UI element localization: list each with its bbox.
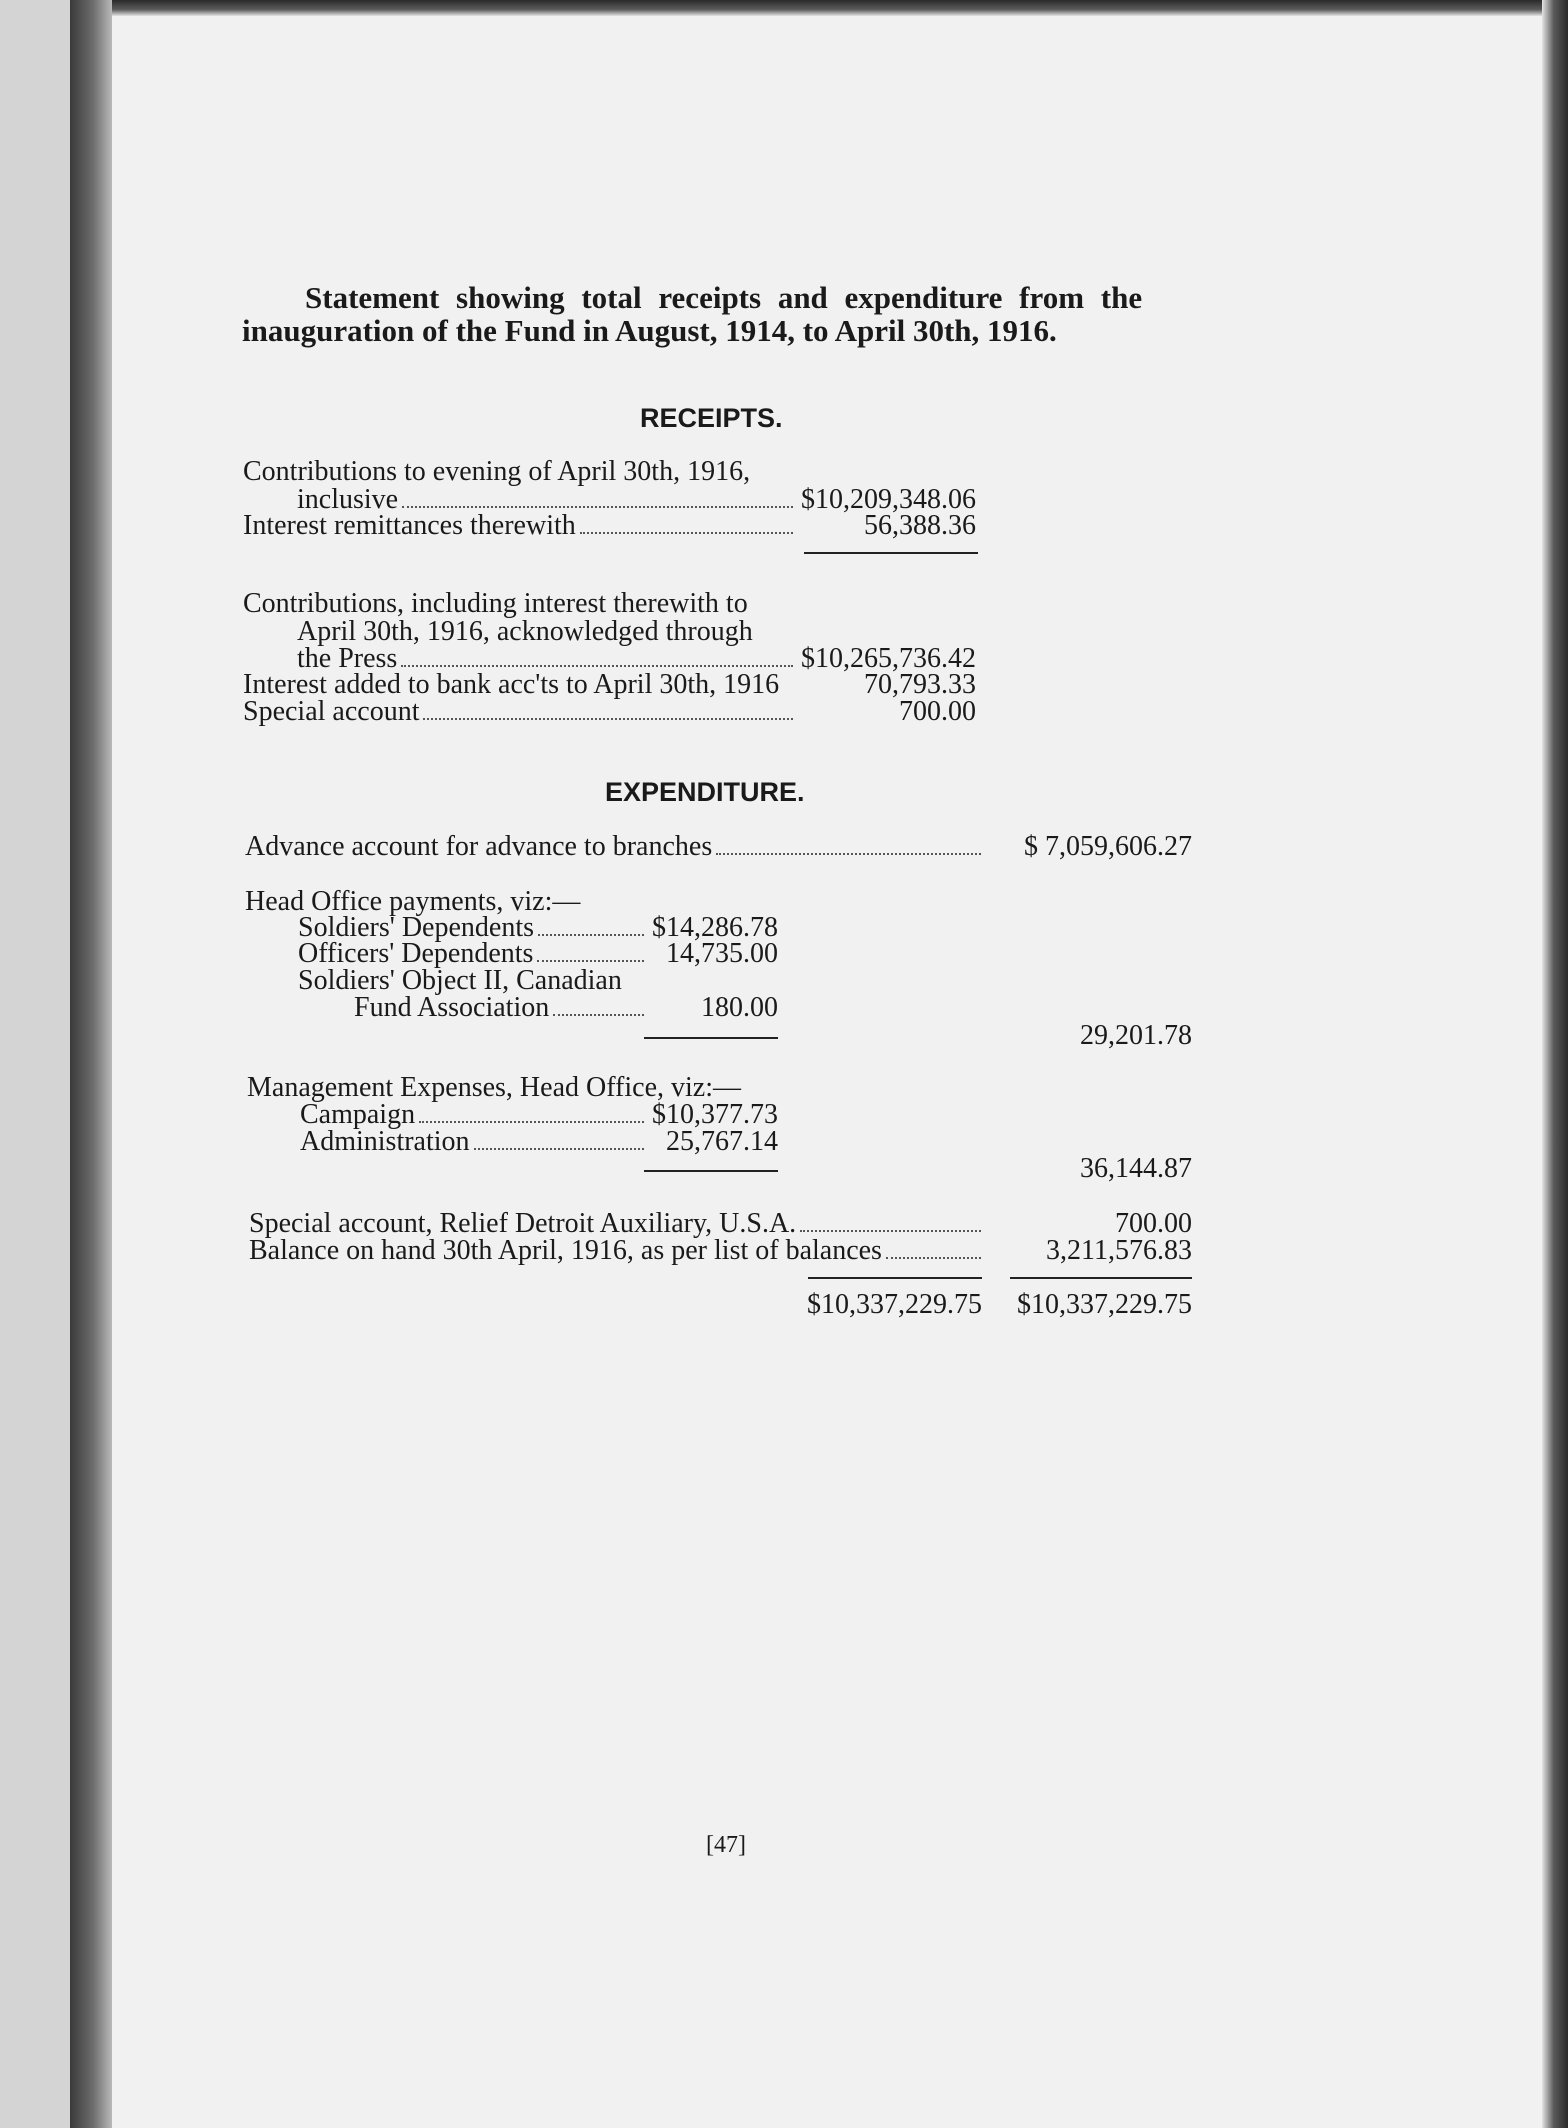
management-subtotal-rule <box>644 1170 778 1172</box>
interest-remittances-amount: 56,388.36 <box>864 510 976 541</box>
soldiers-dependents-amount: $14,286.78 <box>652 912 778 943</box>
scan-left-margin <box>0 0 70 2128</box>
bank-interest-label: Interest added to bank acc'ts to April 30th, 1916 <box>243 669 780 700</box>
interest-remittances-label: Interest remittances therewith <box>243 512 797 540</box>
campaign-amount: $10,377.73 <box>652 1099 778 1130</box>
management-total: 36,144.87 <box>1080 1153 1192 1184</box>
contributions-amount: $10,209,348.06 <box>801 484 976 515</box>
contributions-including-line-2: April 30th, 1916, acknowledged through <box>297 616 753 647</box>
bank-interest-amount: 70,793.33 <box>864 669 976 700</box>
contributions-including-line-3: the Press <box>297 645 797 673</box>
balance-on-hand-amount: 3,211,576.83 <box>1046 1235 1192 1266</box>
soldiers-object-amount: 180.00 <box>701 992 778 1023</box>
administration-amount: 25,767.14 <box>666 1126 778 1157</box>
soldiers-object-label-line-1: Soldiers' Object II, Canadian <box>298 965 622 996</box>
expenditure-heading: EXPENDITURE. <box>605 777 805 807</box>
receipts-heading: RECEIPTS. <box>640 403 783 433</box>
soldiers-dependents-label: Soldiers' Dependents <box>298 914 648 942</box>
campaign-label: Campaign <box>300 1101 648 1129</box>
binding-shadow <box>70 0 112 2128</box>
total-expenditure: $10,337,229.75 <box>1017 1289 1192 1320</box>
advance-account-amount: $ 7,059,606.27 <box>1024 831 1192 862</box>
detroit-special-account-label: Special account, Relief Detroit Auxiliary, U.S.A. <box>249 1210 985 1238</box>
soldiers-object-label-line-2: Fund Association <box>354 994 648 1022</box>
management-expenses-label: Management Expenses, Head Office, viz:— <box>247 1072 741 1103</box>
page-number: [47] <box>706 1832 746 1858</box>
detroit-special-account-amount: 700.00 <box>1115 1208 1192 1239</box>
administration-label: Administration <box>300 1128 648 1156</box>
total-receipts: $10,337,229.75 <box>807 1289 982 1320</box>
scan-top-edge <box>112 0 1542 16</box>
total-rule-receipts <box>808 1277 982 1279</box>
balance-on-hand-label: Balance on hand 30th April, 1916, as per list of balances <box>249 1237 985 1265</box>
title-line-2: inauguration of the Fund in August, 1914, to April 30th, 1916. <box>242 313 1057 348</box>
special-account-amount: 700.00 <box>899 696 976 727</box>
contributions-including-amount: $10,265,736.42 <box>801 643 976 674</box>
receipts-subtotal-rule <box>804 552 978 554</box>
special-account-label: Special account <box>243 698 797 726</box>
officers-dependents-label: Officers' Dependents <box>298 940 648 968</box>
head-office-total: 29,201.78 <box>1080 1020 1192 1051</box>
title-line-1: Statement showing total receipts and expenditure from the <box>305 280 1143 315</box>
contributions-including-line-1: Contributions, including interest therewith to <box>243 588 748 619</box>
head-office-subtotal-rule <box>644 1037 778 1039</box>
contributions-label-line-2: inclusive <box>297 486 797 514</box>
total-rule-expenditure <box>1010 1277 1192 1279</box>
advance-account-label: Advance account for advance to branches <box>245 833 985 861</box>
contributions-label-line-1: Contributions to evening of April 30th, 1916, <box>243 456 751 487</box>
officers-dependents-amount: 14,735.00 <box>666 938 778 969</box>
scan-right-edge <box>1542 0 1568 2128</box>
head-office-label: Head Office payments, viz:— <box>245 886 581 917</box>
